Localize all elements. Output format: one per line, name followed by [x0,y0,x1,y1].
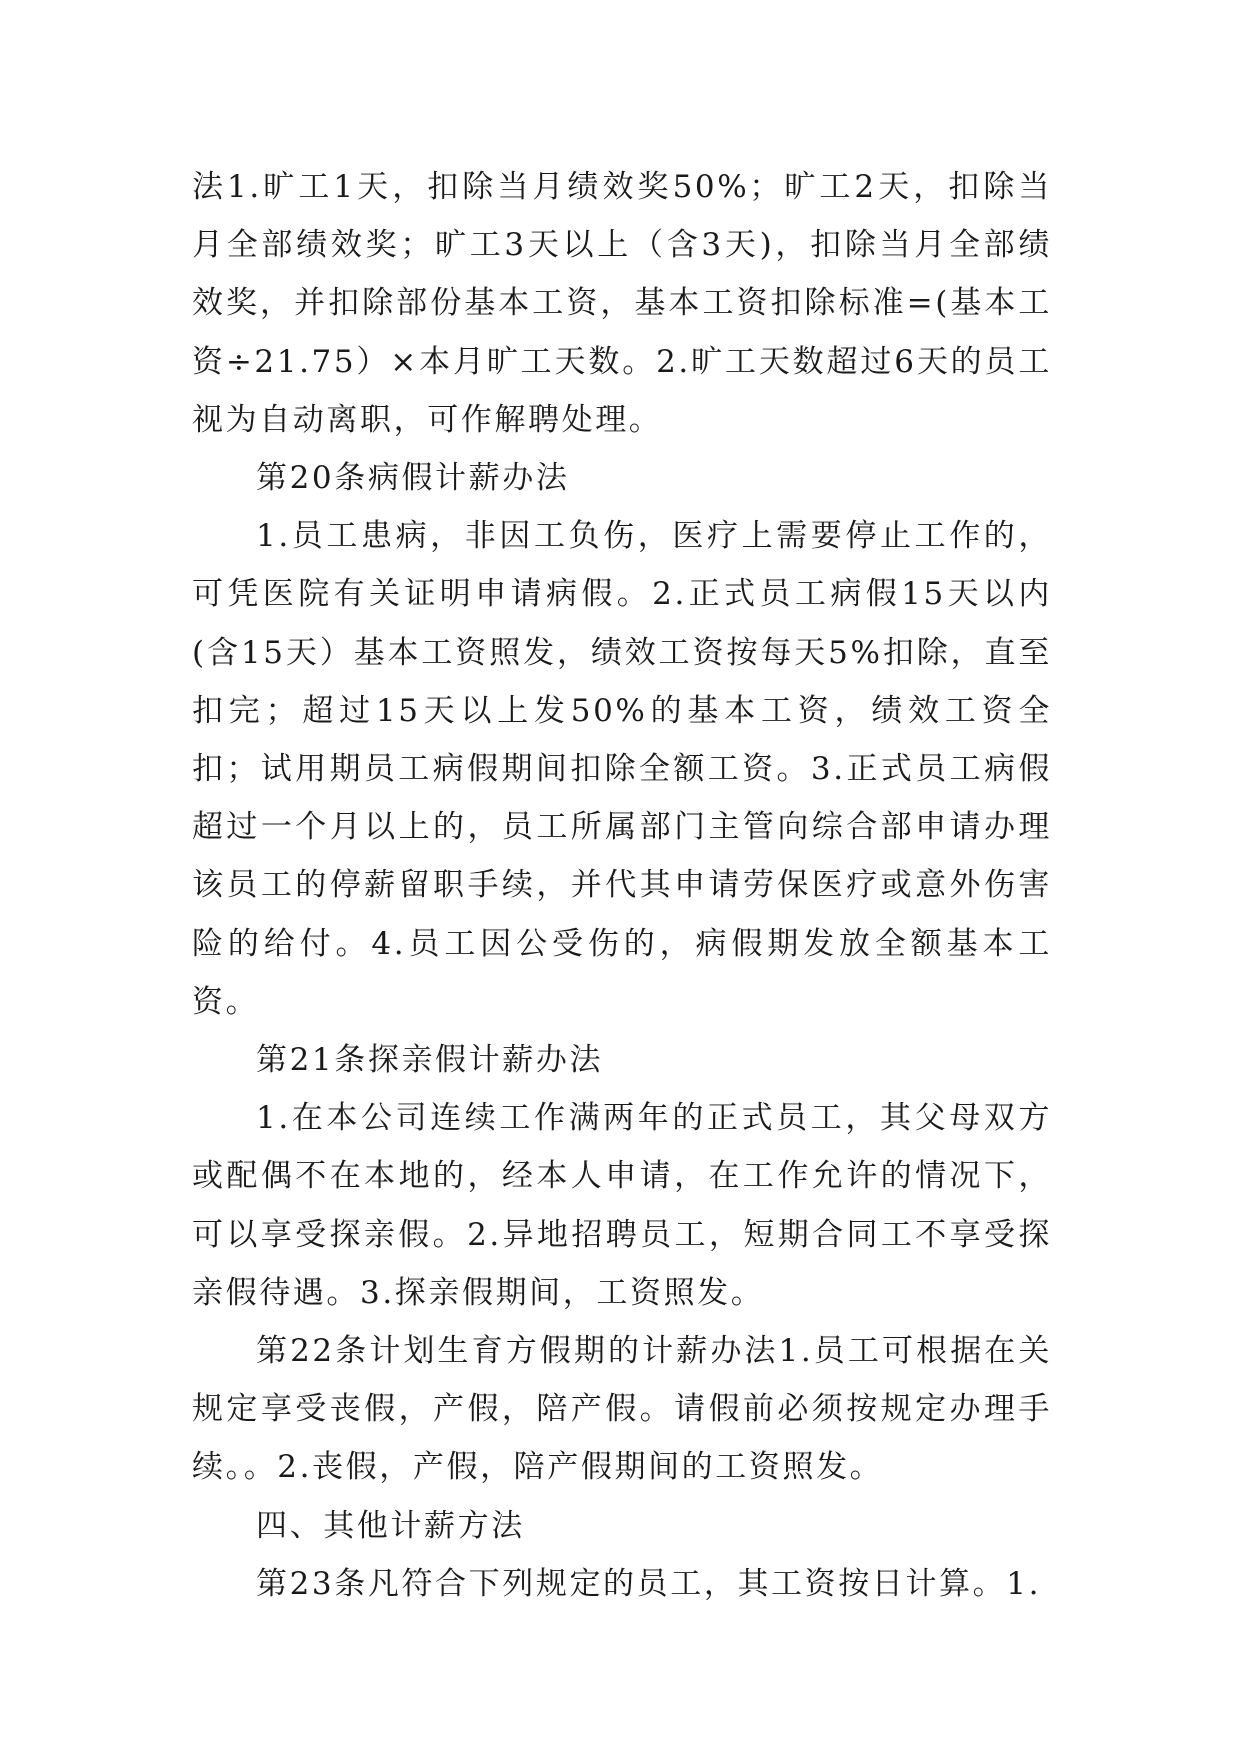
heading-article-20: 第20条病假计薪办法 [256,460,570,497]
paragraph-article-22-family-planning-leave: 第22条计划生育方假期的计薪办法1.员工可根据在关规定享受丧假，产假，陪产假。请假前必须按规定办理手续。。2.丧假，产假，陪产假期间的工资照发。 [192,1333,1052,1486]
paragraph-absence-penalty-continued: 法1.旷工1天，扣除当月绩效奖50%；旷工2天，扣除当月全部绩效奖；旷工3天以上（含3天)，扣除当月全部绩效奖，并扣除部份基本工资，基本工资扣除标准=(基本工资÷21.75）×本月旷工天数。2.旷工天数超过6天的员工视为自动离职，可作解聘处理。 [192,169,1052,438]
paragraph-article-21-home-leave: 1.在本公司连续工作满两年的正式员工，其父母双方或配偶不在本地的，经本人申请，在工作允许的情况下，可以享受探亲假。2.异地招聘员工，短期合同工不享受探亲假待遇。3.探亲假期间，工资照发。 [192,1100,1052,1311]
paragraph-article-20-sick-leave: 1.员工患病，非因工负伤，医疗上需要停止工作的，可凭医院有关证明申请病假。2.正式员工病假15天以内(含15天）基本工资照发，绩效工资按每天5%扣除，直至扣完；超过15天以上发50%的基本工资，绩效工资全扣；试用期员工病假期间扣除全额工资。3.正式员工病假超过一个月以上的，员工所属部门主管向综合部申请办理该员工的停薪留职手续，并代其申请劳保医疗或意外伤害险的给付。4.员工因公受伤的，病假期发放全额基本工资。 [192,518,1052,1020]
heading-section-4: 四、其他计薪方法 [256,1507,525,1544]
document-body [192,158,1052,1613]
paragraph-article-23: 第23条凡符合下列规定的员工，其工资按日计算。1. [256,1565,1042,1602]
heading-article-21: 第21条探亲假计薪办法 [256,1042,604,1079]
